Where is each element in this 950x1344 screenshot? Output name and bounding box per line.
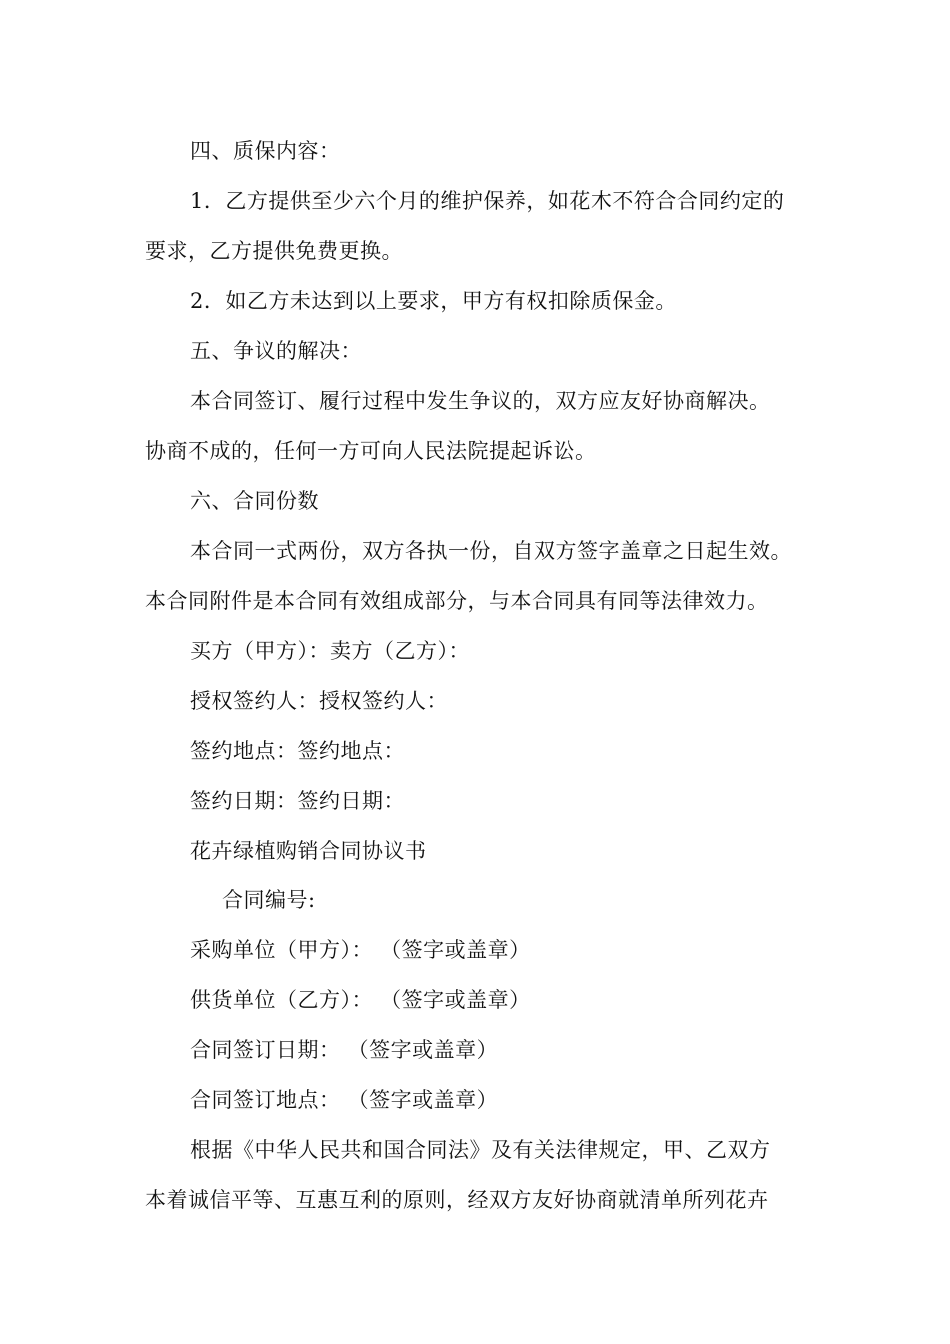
paragraph-line: 本合同签订、履行过程中发生争议的，双方应友好协商解决。 [190,389,771,413]
signature-place-line: 签约地点：签约地点： [190,739,405,763]
signature-authorized-line: 授权签约人：授权签约人： [190,689,448,713]
paragraph-line: 要求，乙方提供免费更换。 [145,239,403,263]
paragraph-line: 本合同一式两份，双方各执一份，自双方签字盖章之日起生效。 [190,539,792,563]
signature-date-line: 签约日期：签约日期： [190,789,405,813]
section-heading-warranty: 四、质保内容： [190,139,341,163]
signing-date-line: 合同签订日期： （签字或盖章） [190,1038,499,1062]
paragraph-line: 根据《中华人民共和国合同法》及有关法律规定，甲、乙双方 [190,1138,771,1162]
paragraph-line: 1．乙方提供至少六个月的维护保养，如花木不符合合同约定的 [190,189,785,213]
purchaser-line: 采购单位（甲方）： （签字或盖章） [190,938,531,962]
section-heading-dispute: 五、争议的解决： [190,339,362,363]
contract-number-line: 合同编号: [222,888,316,912]
section-heading-copies: 六、合同份数 [190,489,319,513]
signing-place-line: 合同签订地点： （签字或盖章） [190,1088,499,1112]
signature-parties-line: 买方（甲方）：卖方（乙方）： [190,639,470,663]
supplier-line: 供货单位（乙方）： （签字或盖章） [190,988,531,1012]
paragraph-line: 本着诚信平等、互惠互利的原则，经双方友好协商就清单所列花卉 [145,1188,769,1212]
contract-title: 花卉绿植购销合同协议书 [190,839,427,863]
paragraph-line: 本合同附件是本合同有效组成部分，与本合同具有同等法律效力。 [145,589,769,613]
paragraph-line: 2．如乙方未达到以上要求，甲方有权扣除质保金。 [190,289,677,313]
paragraph-line: 协商不成的，任何一方可向人民法院提起诉讼。 [145,439,597,463]
